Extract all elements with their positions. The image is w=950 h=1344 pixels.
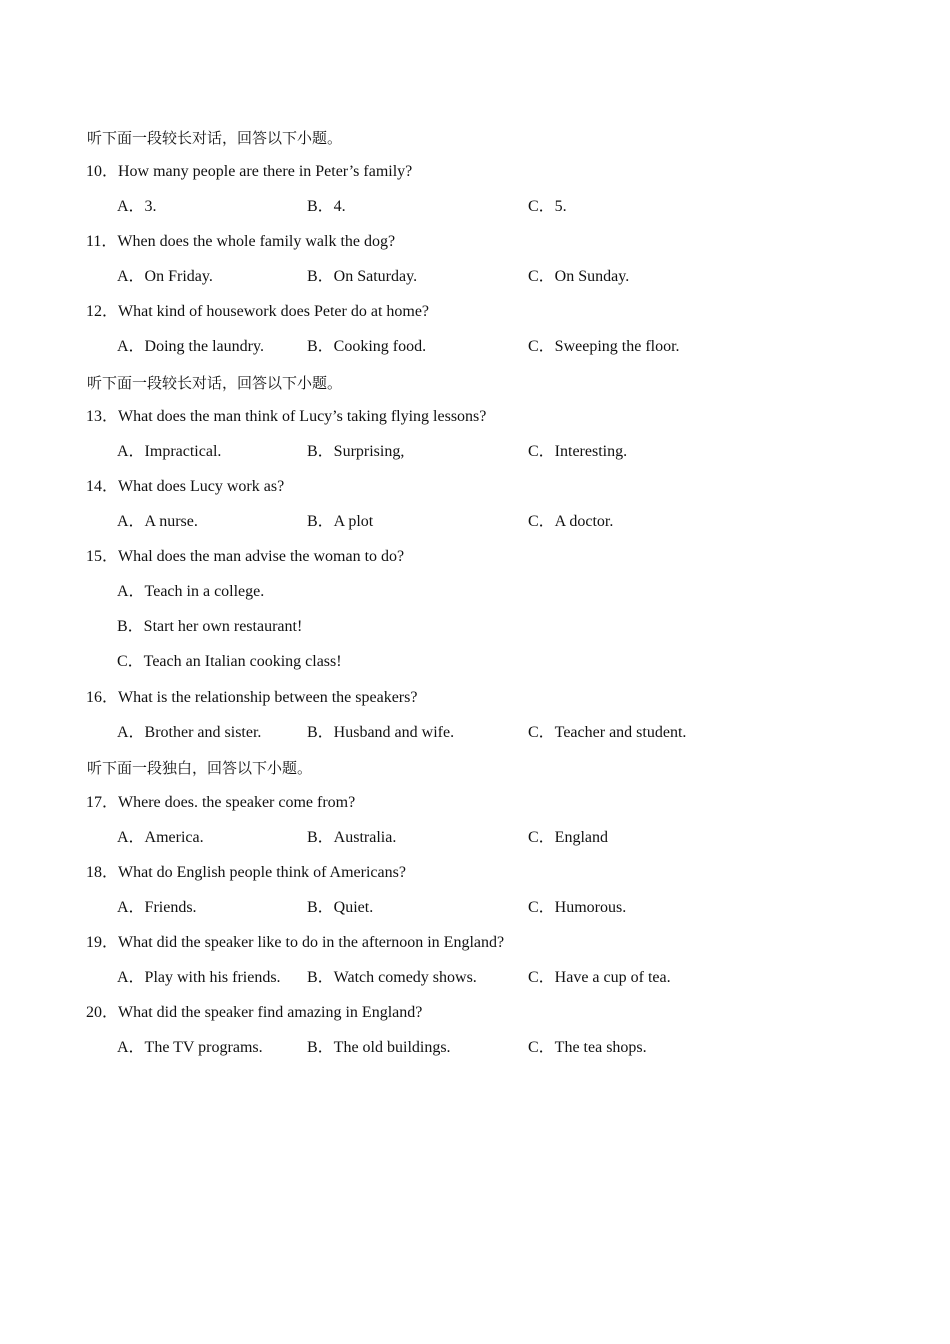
option-b: B．Australia. (307, 829, 397, 846)
question-text: 17．Where does. the speaker come from? (86, 794, 356, 811)
option-a: A．Friends. (117, 899, 197, 916)
option-a: A．The TV programs. (117, 1039, 263, 1056)
option-a: A．A nurse. (117, 513, 198, 530)
option-c: C．Interesting. (528, 443, 628, 460)
question-text: 19．What did the speaker like to do in the afternoon in England? (86, 934, 505, 951)
option-b: B．Quiet. (307, 899, 374, 916)
option-a: A．Impractical. (117, 443, 222, 460)
question-text: 10．How many people are there in Peter’s family? (86, 163, 413, 180)
option-c: C．On Sunday. (528, 268, 630, 285)
option-b: B．Surprising, (307, 443, 405, 460)
option-c: C．England (528, 829, 608, 846)
option-c: C．Sweeping the floor. (528, 338, 680, 355)
option-a: A．Brother and sister. (117, 724, 262, 741)
option-b: B．On Saturday. (307, 268, 418, 285)
option-c: C．Humorous. (528, 899, 627, 916)
question-text: 14．What does Lucy work as? (86, 478, 285, 495)
option-a: A．Play with his friends. (117, 969, 281, 986)
option-c: C．Teacher and student. (528, 724, 687, 741)
option-a: A．Teach in a college. (117, 583, 265, 600)
question-text: 18．What do English people think of Americans? (86, 864, 406, 881)
question-text: 11．When does the whole family walk the dog? (86, 233, 396, 250)
option-a: A．On Friday. (117, 268, 213, 285)
option-b: B．A plot (307, 513, 374, 530)
option-b: B．4. (307, 198, 346, 215)
question-text: 15．Whal does the man advise the woman to do? (86, 548, 405, 565)
question-text: 13．What does the man think of Lucy’s taking flying lessons? (86, 408, 487, 425)
question-text: 16．What is the relationship between the speakers? (86, 689, 418, 706)
option-c: C．5. (528, 198, 567, 215)
section-header-text: 听下面一段较长对话，回答以下小题。 (87, 129, 343, 147)
option-a: A．America. (117, 829, 204, 846)
option-a: A．3. (117, 198, 157, 215)
option-b: B．Start her own restaurant! (117, 618, 303, 635)
section-header-text: 听下面一段独白，回答以下小题。 (87, 759, 313, 777)
option-a: A．Doing the laundry. (117, 338, 264, 355)
option-c: C．The tea shops. (528, 1039, 647, 1056)
option-b: B．Cooking food. (307, 338, 427, 355)
option-b: B．Husband and wife. (307, 724, 455, 741)
option-c: C．A doctor. (528, 513, 614, 530)
option-c: C．Have a cup of tea. (528, 969, 671, 986)
option-c: C．Teach an Italian cooking class! (117, 653, 342, 670)
section-header-text: 听下面一段较长对话，回答以下小题。 (87, 374, 343, 392)
question-text: 20．What did the speaker find amazing in England? (86, 1004, 423, 1021)
option-b: B．The old buildings. (307, 1039, 451, 1056)
question-text: 12．What kind of housework does Peter do at home? (86, 303, 430, 320)
option-b: B．Watch comedy shows. (307, 969, 477, 986)
